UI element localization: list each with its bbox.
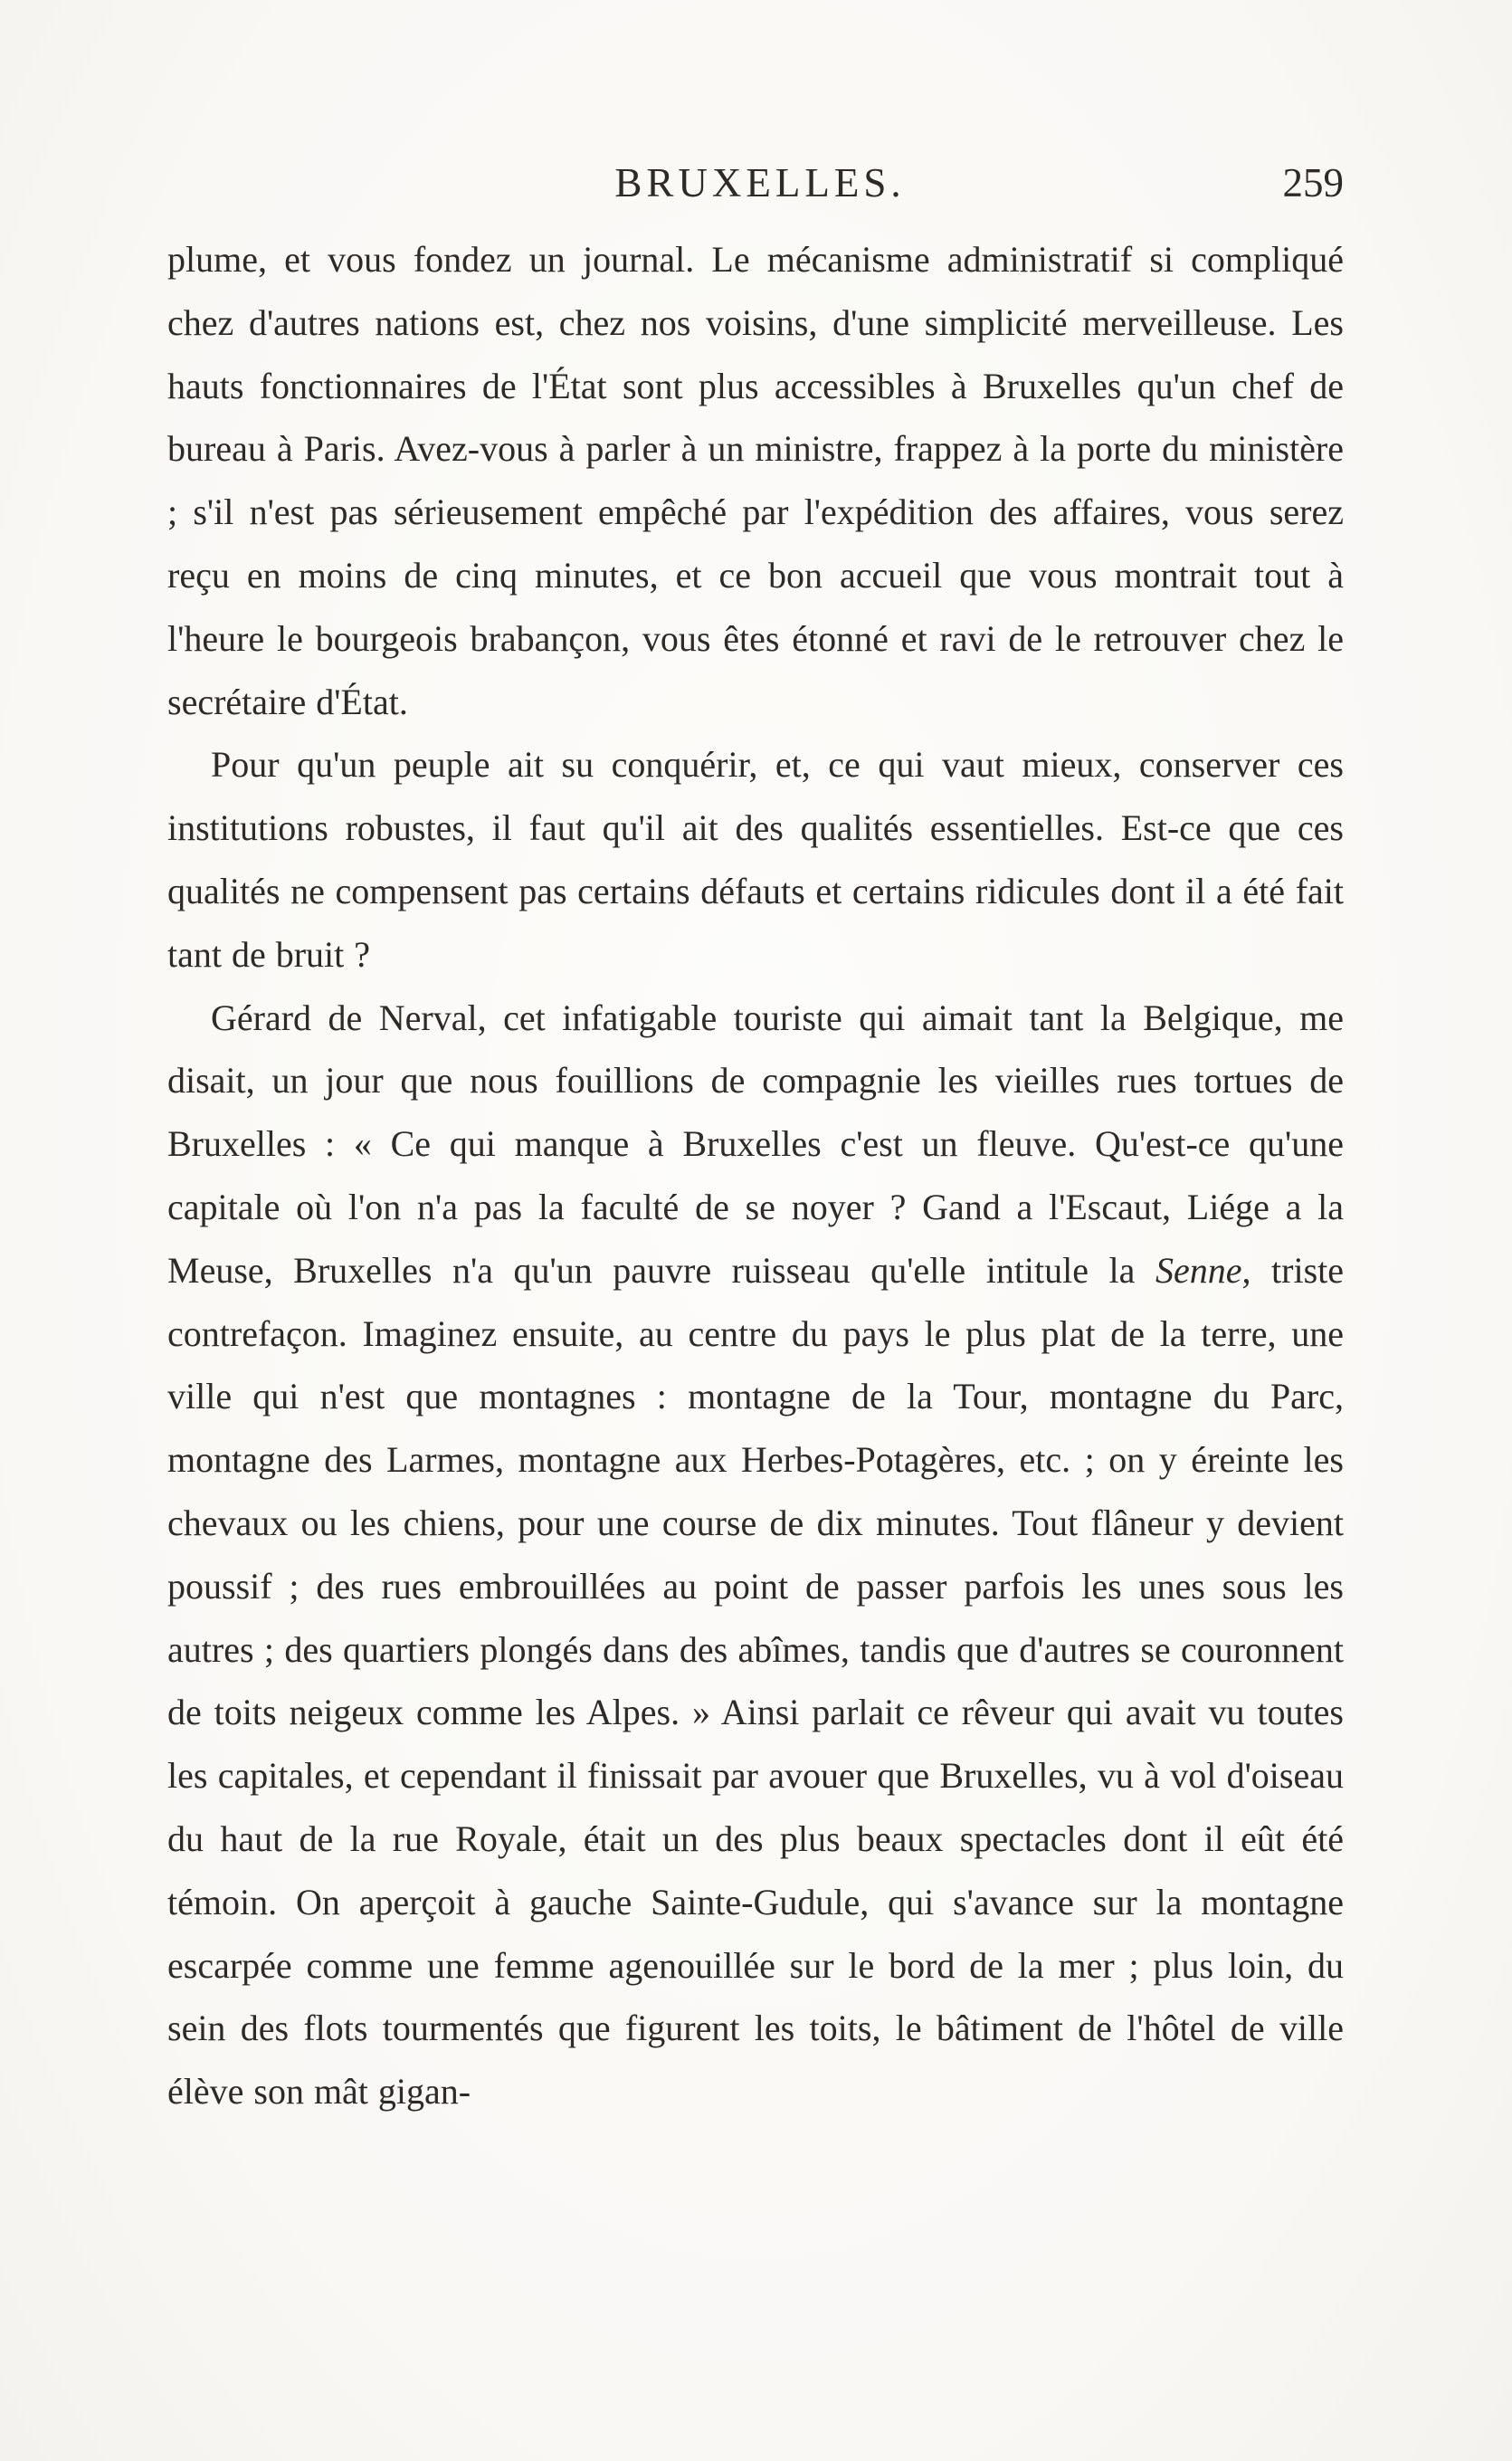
paragraph-gerard-de-nerval bbox=[167, 987, 1344, 2123]
running-header bbox=[167, 156, 1353, 210]
running-title: BRUXELLES. bbox=[614, 160, 906, 205]
paragraph-text-after: , triste contrefaçon. Imaginez ensuite, au centre du pays le plus plat de la terre, une ville qui n'est que montagnes : montagne de la Tour, montagne du Parc, montagne des Larmes, montagne aux Herbes-Potagères, etc. ; on y éreinte les chevaux ou les chiens, pour une course de dix minutes. Tout flâneur y devient poussif ; des rues embrouillées au point de passer parfois les unes sous les autres ; des quartiers plongés dans des abîmes, tandis que d'autres se couronnent de toits neigeux comme les Alpes. » Ainsi parlait ce rêveur qui avait vu toutes les capitales, et cependant il finissait par avouer que Bruxelles, vu à vol d'oiseau du haut de la rue Royale, était un des plus beaux spectacles dont il eût été témoin. On aperçoit à gauche Sainte-Gudule, qui s'avance sur la montagne escarpée comme une femme agenouillée sur le bord de la mer ; plus loin, du sein des flots tourmentés que figurent les toits, le bâtiment de l'hôtel de ville élève son mât gigan- bbox=[167, 1249, 1345, 2113]
paragraph-continuation: plume, et vous fondez un journal. Le mécanisme administratif si compliqué chez d'autres nations est, chez nos voisins, d'une simplicité merveilleuse. Les hauts fonctionnaires de l'État sont plus accessibles à Bruxelles qu'un chef de bureau à Paris. Avez-vous à parler à un ministre, frappez à la porte du ministère ; s'il n'est pas sérieusement empêché par l'expédition des affaires, vous serez reçu en moins de cinq minutes, et ce bon accueil que vous montrait tout à l'heure le bourgeois brabançon, vous êtes étonné et ravi de le retrouver chez le secrétaire d'État. bbox=[167, 239, 1344, 722]
paragraph-text-before: Gérard de Nerval, cet infatigable touriste qui aimait tant la Belgique, me disait, un jour que nous fouillions de compagnie les vieilles rues tortues de Bruxelles : « Ce qui manque à Bruxelles c'est un fleuve. Qu'est-ce qu'une capitale où l'on n'a pas la faculté de se noyer ? Gand a l'Escaut, Liége a la Meuse, Bruxelles n'a qu'un pauvre ruisseau qu'elle intitule la bbox=[167, 997, 1344, 1291]
italic-senne: Senne bbox=[1155, 1249, 1242, 1291]
page-number: 259 bbox=[1282, 160, 1344, 205]
body-text bbox=[167, 228, 1344, 2123]
paragraph-institutions: Pour qu'un peuple ait su conquérir, et, ce qui vaut mieux, conserver ces institutions robustes, il faut qu'il ait des qualités essentielles. Est-ce que ces qualités ne compensent pas certains défauts et certains ridicules dont il a été fait tant de bruit ? bbox=[167, 744, 1344, 975]
